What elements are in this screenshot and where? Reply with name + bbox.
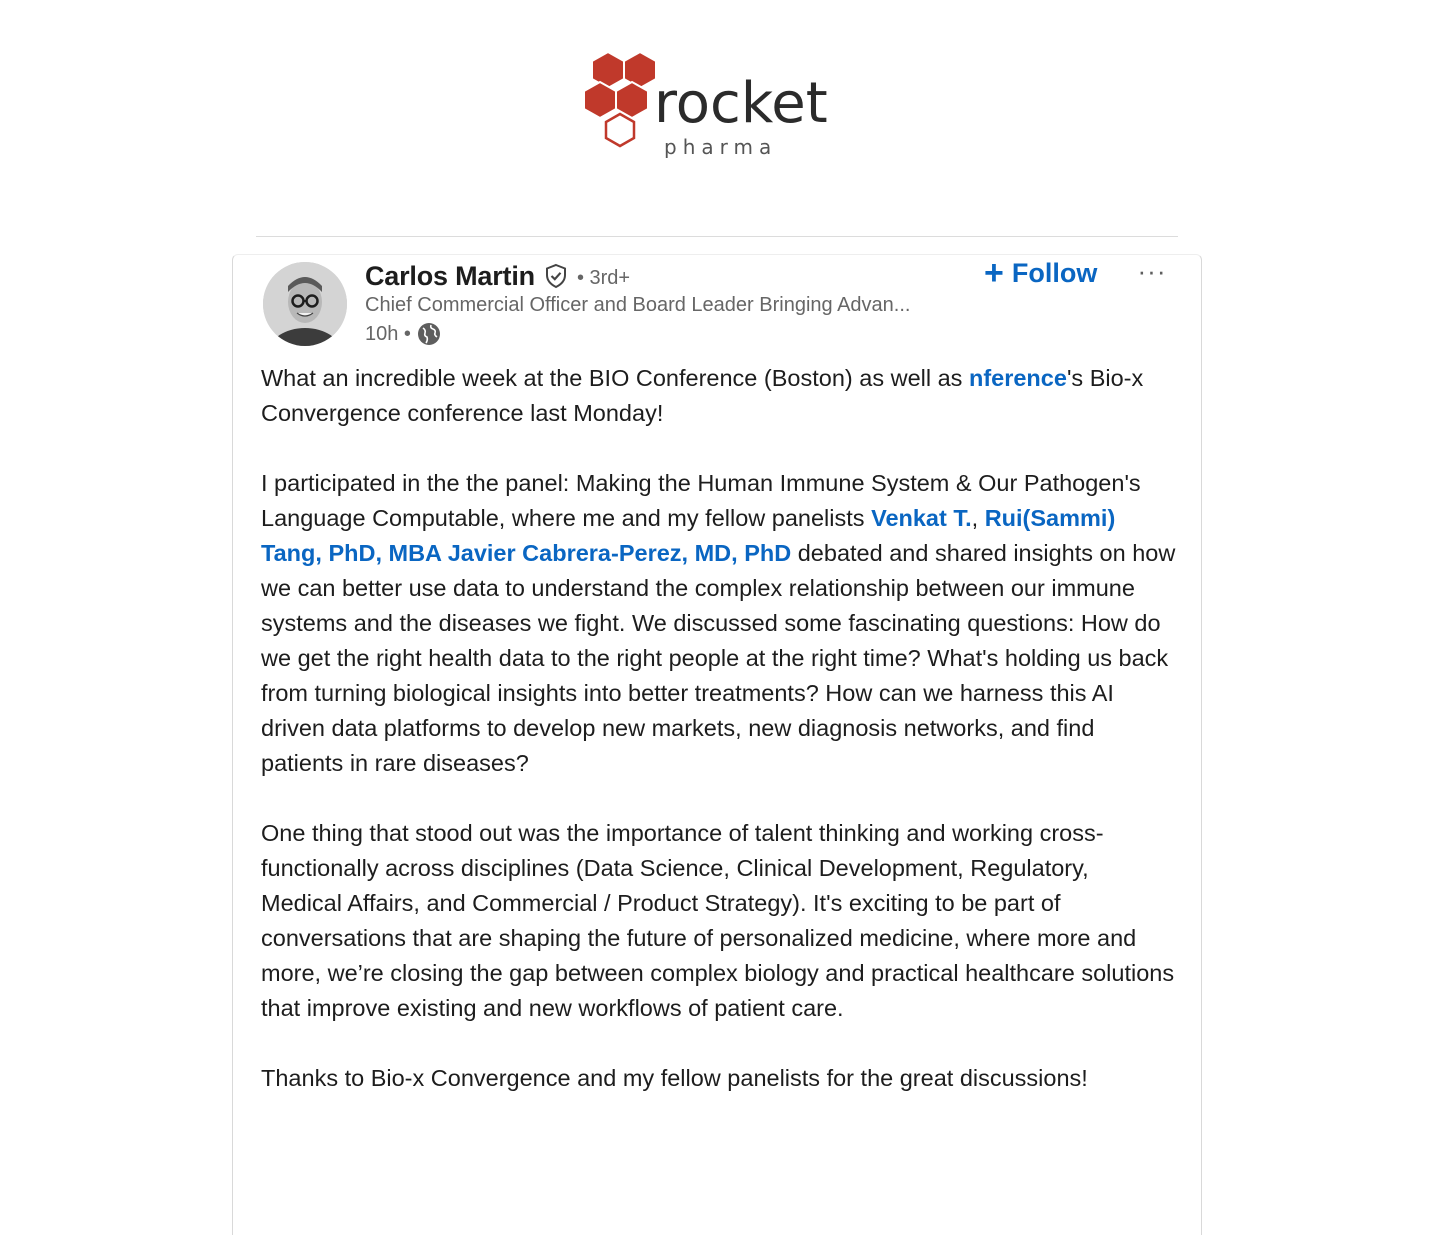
- shield-check-icon: [543, 263, 569, 289]
- p1-text-b: 's Bio-x Convergence conference last Monday!: [261, 365, 1144, 426]
- post-meta: [365, 320, 441, 348]
- p2-text-b: debated and shared insights on how we can better use data to understand the complex relationship between our immune systems and the diseases we fight. We discussed some fascinating questions: How do we get the right health data to the right people at the right time? What's holding us back from turning biological insights into better treatments? How can we harness this AI driven data platforms to develop new markets, new diagnosis networks, and find patients in rare diseases?: [261, 540, 1176, 776]
- follow-button[interactable]: [984, 255, 1097, 291]
- author-line: [365, 258, 630, 294]
- post-paragraph: Thanks to Bio-x Convergence and my fellow panelists for the great discussions!: [261, 1065, 1088, 1091]
- author-headline[interactable]: Chief Commercial Officer and Board Leader Bringing Advan...: [365, 294, 911, 316]
- p1-text-a: What an incredible week at the BIO Conference (Boston) as well as: [261, 365, 969, 391]
- p2-separator: ,: [971, 505, 985, 531]
- author-name[interactable]: Carlos Martin: [365, 260, 535, 291]
- logo-word: rocket: [654, 71, 828, 136]
- post-time: 10h •: [365, 322, 411, 345]
- post-body: [261, 361, 1176, 1096]
- post-paragraph: [261, 361, 1176, 431]
- avatar-photo: [263, 262, 347, 346]
- rocket-pharma-logo-graphic: [584, 48, 854, 158]
- author-avatar[interactable]: [263, 262, 347, 346]
- section-divider: [256, 236, 1178, 237]
- globe-icon: [417, 322, 441, 346]
- more-options-icon[interactable]: ···: [1137, 256, 1167, 286]
- company-logo: [584, 48, 854, 158]
- mention-venkat[interactable]: Venkat T.: [871, 505, 972, 531]
- mention-nference[interactable]: nference: [968, 365, 1067, 391]
- follow-label: Follow: [1011, 257, 1098, 288]
- mention-rui-tang[interactable]: Rui(Sammi) Tang, PhD, MBA: [261, 505, 1116, 566]
- post-paragraph: One thing that stood out was the importance of talent thinking and working cross-functionally across disciplines (Data Science, Clinical Development, Regulatory, Medical Affairs, and Commercial / Product Strategy). It's exciting to be part of conversations that are shaping the future of personalized medicine, where more and more, we’re closing the gap between complex biology and practical healthcare solutions that improve existing and new workflows of patient care.: [261, 820, 1175, 1021]
- p2-text-a: I participated in the the panel: Making the Human Immune System & Our Pathogen's Language Computable, where me and my fellow panelists: [261, 470, 1141, 531]
- plus-icon: +: [984, 254, 1004, 292]
- logo-subword: pharma: [664, 135, 778, 158]
- connection-degree: • 3rd+: [576, 266, 631, 289]
- post-paragraph: [261, 466, 1176, 781]
- mention-javier-cabrera-perez[interactable]: Javier Cabrera-Perez, MD, PhD: [447, 540, 792, 566]
